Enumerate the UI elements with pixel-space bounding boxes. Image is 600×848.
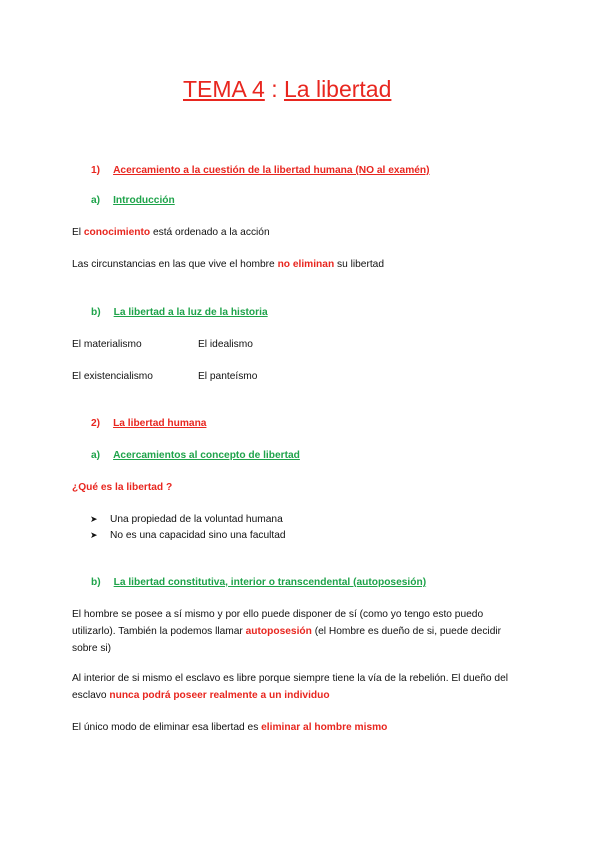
line-conocimiento — [72, 227, 270, 238]
subsection-2a-text: Acercamientos al concepto de libertad — [113, 450, 300, 461]
subsection-1b-heading — [91, 307, 268, 318]
section-2-text: La libertad humana — [113, 418, 207, 429]
line-unico-modo — [72, 722, 387, 733]
line1-text-b: está ordenado a la acción — [150, 227, 270, 238]
subsection-1b-text: La libertad a la luz de la historia — [113, 307, 268, 318]
para2-highlight: nunca podrá poseer realmente a un individuo — [109, 690, 330, 701]
term-materialismo: El materialismo — [72, 339, 142, 350]
para2-text-a: Al interior de si mismo el esclavo es libre porque siempre tiene la vía de la rebelión. El dueño del esclavo — [72, 673, 509, 701]
term-existencialismo: El existencialismo — [72, 371, 153, 382]
term-idealismo: El idealismo — [198, 339, 253, 350]
line2-highlight: no eliminan — [277, 259, 335, 270]
question-heading: ¿Qué es la libertad ? — [72, 482, 173, 493]
subsection-1b-number: b) — [91, 307, 101, 318]
arrow-bullet-icon: ➤ — [90, 530, 98, 540]
section-1-number: 1) — [91, 165, 101, 176]
line1-text-a: El — [72, 227, 84, 238]
section-1-heading — [91, 165, 430, 176]
line1-highlight: conocimiento — [83, 227, 151, 238]
page-title — [183, 76, 391, 103]
para1-text-b: (el Hombre es dueño de si, puede decidir sobre si) — [72, 626, 502, 654]
arrow-bullet-icon: ➤ — [90, 514, 98, 524]
subsection-2b-number: b) — [91, 577, 101, 588]
subsection-2a-number: a) — [91, 450, 101, 461]
paragraph-autoposesion — [72, 606, 512, 657]
para3-text-a: El único modo de eliminar esa libertad es — [72, 722, 262, 733]
term-panteismo: El panteísmo — [198, 371, 258, 382]
para3-highlight: eliminar al hombre mismo — [261, 722, 388, 733]
subsection-2b-text: La libertad constitutiva, interior o transcendental (autoposesión) — [113, 577, 427, 588]
bullet-text-2: No es una capacidad sino una facultad — [110, 530, 286, 541]
line2-text-b: su libertad — [334, 259, 385, 270]
subsection-1a-heading — [91, 195, 175, 206]
section-2-heading — [91, 418, 206, 429]
subsection-2b-heading — [91, 577, 426, 588]
line2-text-a: Las circunstancias en las que vive el hombre — [72, 259, 278, 270]
bullet-text-1: Una propiedad de la voluntad humana — [110, 514, 283, 525]
title-topic: La libertad — [283, 76, 392, 102]
subsection-2a-heading — [91, 450, 300, 461]
para1-highlight: autoposesión — [245, 626, 312, 637]
bullet-item-1 — [90, 514, 283, 525]
title-separator: : — [264, 76, 284, 102]
paragraph-esclavo — [72, 670, 512, 704]
title-label: TEMA 4 — [183, 76, 265, 102]
para1-text-a: El hombre se posee a sí mismo y por ello puede disponer de sí (como yo tengo esto puedo utilizarlo). También la podemos llamar — [72, 609, 484, 637]
bullet-item-2 — [90, 530, 286, 541]
subsection-1a-text: Introducción — [113, 195, 175, 206]
subsection-1a-number: a) — [91, 195, 101, 206]
section-1-text: Acercamiento a la cuestión de la libertad humana (NO al examén) — [113, 165, 430, 176]
section-2-number: 2) — [91, 418, 101, 429]
line-circunstancias — [72, 259, 384, 270]
